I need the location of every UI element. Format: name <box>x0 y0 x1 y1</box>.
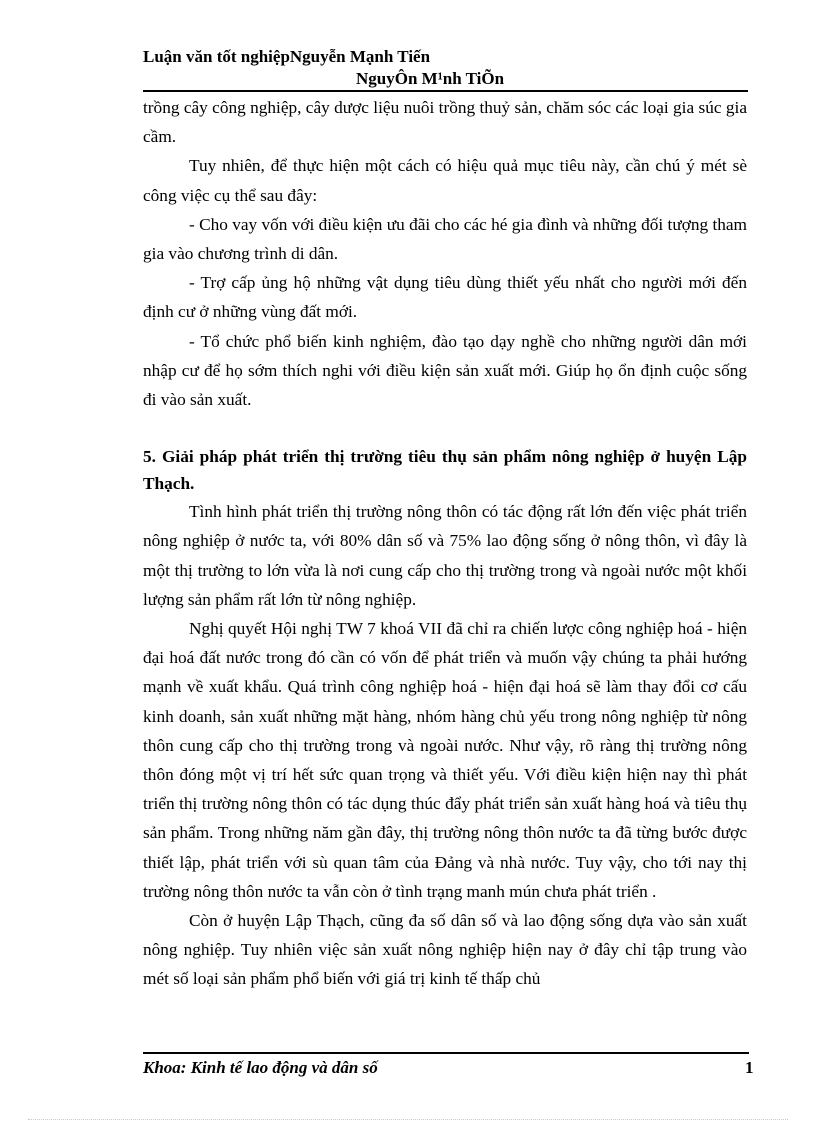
header-author-name-garbled: NguyÔn M¹nh TiÕn <box>356 69 505 88</box>
header-divider <box>143 90 748 92</box>
section-heading: 5. Giải pháp phát triển thị trường tiêu thụ sản phẩm nông nghiệp ở huyện Lập Thạch. <box>143 447 747 494</box>
footer-divider <box>143 1052 749 1054</box>
paragraph: Tuy nhiên, để thực hiện một cách có hiệu quả mục tiêu này, cần chú ý mét sè công việc cụ thể sau đây: <box>143 156 747 205</box>
page-edge-dotted-line <box>28 1119 788 1120</box>
page-body <box>143 93 747 994</box>
paragraph: Nghị quyết Hội nghị TW 7 khoá VII đã chỉ ra chiến lược công nghiệp hoá - hiện đại hoá đất nước trong đó cần có vốn để phát triển và muốn vậy chúng ta phải hướng mạnh về xuất khẩu. Quá trình công nghiệp hoá - hiện đại hoá sẽ làm thay đổi cơ cấu kinh doanh, sản xuất những mặt hàng, nhóm hàng chủ yếu trong nông nghiệp từ nông thôn cung cấp cho thị trường trong và ngoài nước. Như vậy, rõ ràng thị trường nông thôn đóng một vị trí hết sức quan trọng và thiết yếu. Với điều kiện hiện nay thì phát triển thị trường nông thôn có tác dụng thúc đẩy phát triển sản xuất hàng hoá và tiêu thụ sản phẩm. Trong những năm gần đây, thị trường nông thôn nước ta đã từng bước được thiết lập, phát triển với sù quan tâm của Đảng và nhà nước. Tuy vậy, cho tới nay thị trường nông thôn nước ta vẫn còn ở tình trạng manh mún chưa phát triển . <box>143 619 747 901</box>
list-item-loans: - Cho vay vốn với điều kiện ưu đãi cho các hé gia đình và những đối tượng tham gia vào chương trình di dân. <box>143 214 747 264</box>
page-number: 1 <box>745 1058 754 1077</box>
footer-faculty: Khoa: Kinh tế lao động và dân số <box>143 1058 378 1077</box>
paragraph: Còn ở huyện Lập Thạch, cũng đa số dân số và lao động sống dựa vào sản xuất nông nghiệp. Tuy nhiên việc sản xuất nông nghiệp hiện nay ở đây chỉ tập trung vào mét số loại sản phẩm phổ biến với giá trị kinh tế thấp chủ <box>143 911 747 989</box>
paragraph: Tình hình phát triển thị trường nông thôn có tác động rất lớn đến việc phát triển nông nghiệp ở nước ta, với 80% dân số và 75% lao động sống ở nông thôn, vì đây là một thị trường to lớn vừa là nơi cung cấp cho thị trường trong và ngoài nước một khối lượng sản phẩm rất lớn từ nông nghiệp. <box>143 502 747 609</box>
header-author-title: Luận văn tốt nghiệpNguyễn Mạnh Tiến <box>143 47 431 66</box>
paragraph-continuation: trồng cây công nghiệp, cây dược liệu nuôi trồng thuỷ sản, chăm sóc các loại gia súc gia cầm. <box>143 98 747 147</box>
list-item-training: - Tổ chức phổ biến kinh nghiệm, đào tạo dạy nghề cho những người dân mới nhập cư để họ sớm thích nghi với điều kiện sản xuất mới. Giúp họ ổn định cuộc sống đi vào sản xuất. <box>143 331 747 410</box>
list-item-subsidies: - Trợ cấp ủng hộ những vật dụng tiêu dùng thiết yếu nhất cho người mới đến định cư ở những vùng đất mới. <box>143 273 747 322</box>
